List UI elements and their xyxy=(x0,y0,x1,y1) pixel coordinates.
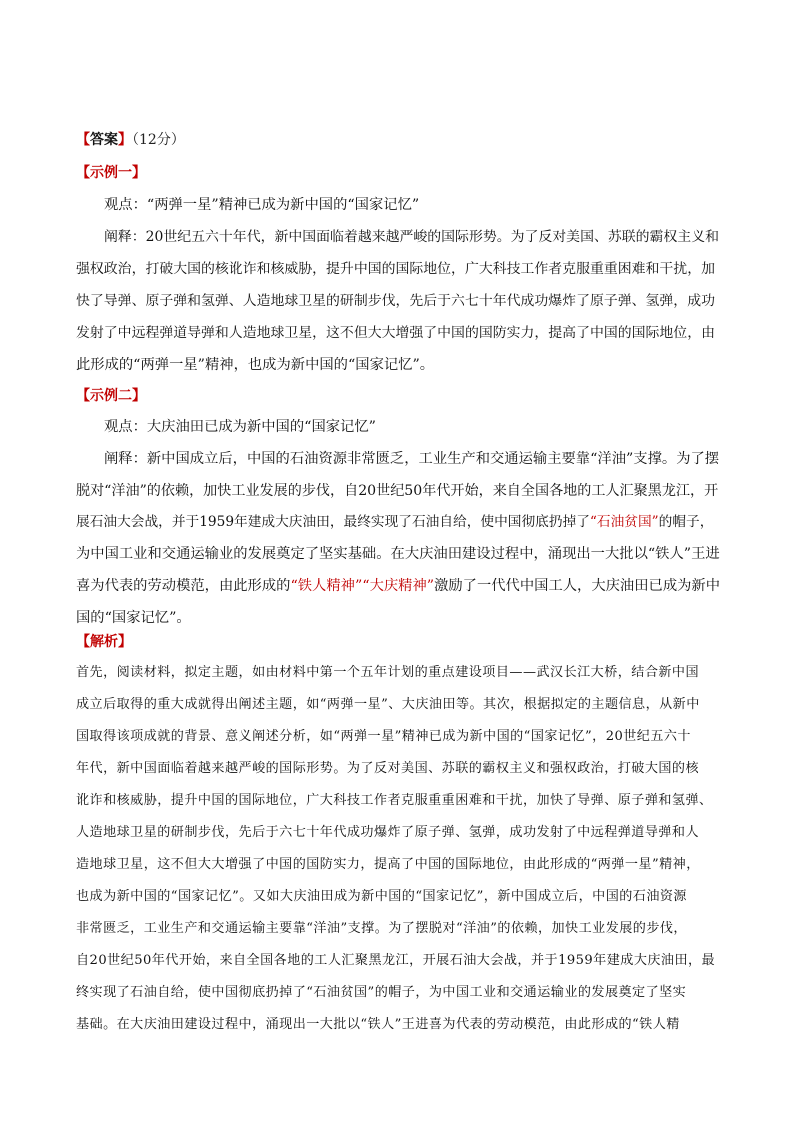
example2-line-1: 阐释：新中国成立后，中国的石油资源非常匮乏，工业生产和交通运输主要靠“洋油”支撑。为了摆 xyxy=(104,451,720,467)
example2-line-6: 国的“国家记忆”。 xyxy=(76,610,191,626)
example2-line-5-text-b: 激励了一代代中国工人，大庆油田已成为新中 xyxy=(434,578,721,594)
analysis-line-9: 非常匮乏，工业生产和交通运输主要靠“洋油”支撑。为了摆脱对“洋油”的依赖，加快工业发展的步伐， xyxy=(76,921,687,936)
example1-line-1: 阐释：20世纪五六十年代，新中国面临着越来越严峻的国际形势。为了反对美国、苏联的霸权主义和 xyxy=(104,229,719,245)
example2-viewpoint: 观点：大庆油田已成为新中国的“国家记忆” xyxy=(104,419,376,435)
analysis-line-3: 国取得该项成就的背景、意义阐述分析，如“两弹一星”精神已成为新中国的“国家记忆”，20世纪五六十 xyxy=(76,729,691,744)
example2-line-5 xyxy=(76,577,721,595)
example1-viewpoint: 观点：“两弹一星”精神已成为新中国的“国家记忆” xyxy=(104,197,420,213)
example2-line-5-text-a: 喜为代表的劳动模范，由此形成的 xyxy=(76,578,291,594)
answer-heading xyxy=(76,131,721,149)
answer-score: （12分） xyxy=(132,132,185,148)
analysis-line-5: 讹诈和核威胁，提升中国的国际地位，广大科技工作者克服重重困难和干扰，加快了导弹、原子弹和氢弹、 xyxy=(76,793,713,808)
analysis-line-12: 基础。在大庆油田建设过程中，涌现出一大批以“铁人”王进喜为代表的劳动模范，由此形成的“铁人精 xyxy=(76,1017,680,1032)
example2-line-4: 为中国工业和交通运输业的发展奠定了坚实基础。在大庆油田建设过程中，涌现出一大批以“铁人”王进 xyxy=(76,546,720,562)
example2-line-3 xyxy=(76,513,721,531)
example1-heading: 【示例一】 xyxy=(76,165,146,181)
example2-heading: 【示例二】 xyxy=(76,388,146,404)
analysis-line-7: 造地球卫星，这不但大大增强了中国的国防实力，提高了中国的国际地位，由此形成的“两弹一星”精神， xyxy=(76,857,700,872)
answer-bracket-open: 【 xyxy=(76,132,90,148)
example1-line-5: 此形成的“两弹一星”精神，也成为新中国的“国家记忆”。 xyxy=(76,357,435,373)
example1-line-2: 强权政治，打破大国的核讹诈和核威胁，提升中国的国际地位，广大科技工作者克服重重困难和干扰，加 xyxy=(76,261,715,277)
answer-label: 答案 xyxy=(90,132,118,148)
example2-line-3-text-a: 展石油大会战，并于1959年建成大庆油田，最终实现了石油自给，使中国彻底扔掉了 xyxy=(76,514,590,530)
analysis-line-11: 终实现了石油自给，使中国彻底扔掉了“石油贫国”的帽子，为中国工业和交通运输业的发展奠定了坚实 xyxy=(76,985,687,1000)
analysis-heading: 【解析】 xyxy=(76,634,132,650)
analysis-line-8: 也成为新中国的“国家记忆”。又如大庆油田成为新中国的“国家记忆”，新中国成立后，中国的石油资源 xyxy=(76,889,687,904)
example1-line-4: 发射了中远程弹道导弹和人造地球卫星，这不但大大增强了中国的国防实力，提高了中国的国际地位，由 xyxy=(76,325,715,341)
analysis-line-10: 自20世纪50年代开始，来自全国各地的工人汇聚黑龙江，开展石油大会战，并于1959年建成大庆油田，最 xyxy=(76,953,716,968)
example2-highlight-spirits: “铁人精神”“大庆精神” xyxy=(290,578,435,594)
analysis-line-6: 人造地球卫星的研制步伐，先后于六七十年代成功爆炸了原子弹、氢弹，成功发射了中远程弹道导弹和人 xyxy=(76,825,700,840)
analysis-line-1: 首先，阅读材料，拟定主题，如由材料中第一个五年计划的重点建设项目——武汉长江大桥，结合新中国 xyxy=(76,665,700,680)
example1-line-3: 快了导弹、原子弹和氢弹、人造地球卫星的研制步伐，先后于六七十年代成功爆炸了原子弹、氢弹，成功 xyxy=(76,293,715,309)
analysis-line-2: 成立后取得的重大成就得出阐述主题，如“两弹一星”、大庆油田等。其次，根据拟定的主题信息，从新中 xyxy=(76,697,700,712)
analysis-line-4: 年代，新中国面临着越来越严峻的国际形势。为了反对美国、苏联的霸权主义和强权政治，打破大国的核 xyxy=(76,761,700,776)
example2-highlight-oil-poor: “石油贫国” xyxy=(589,514,659,530)
example2-line-3-text-b: 的帽子， xyxy=(658,514,714,530)
example2-line-2: 脱对“洋油”的依赖，加快工业发展的步伐，自20世纪50年代开始，来自全国各地的工人汇聚黑龙江，开 xyxy=(76,483,719,499)
answer-bracket-close: 】 xyxy=(118,132,132,148)
